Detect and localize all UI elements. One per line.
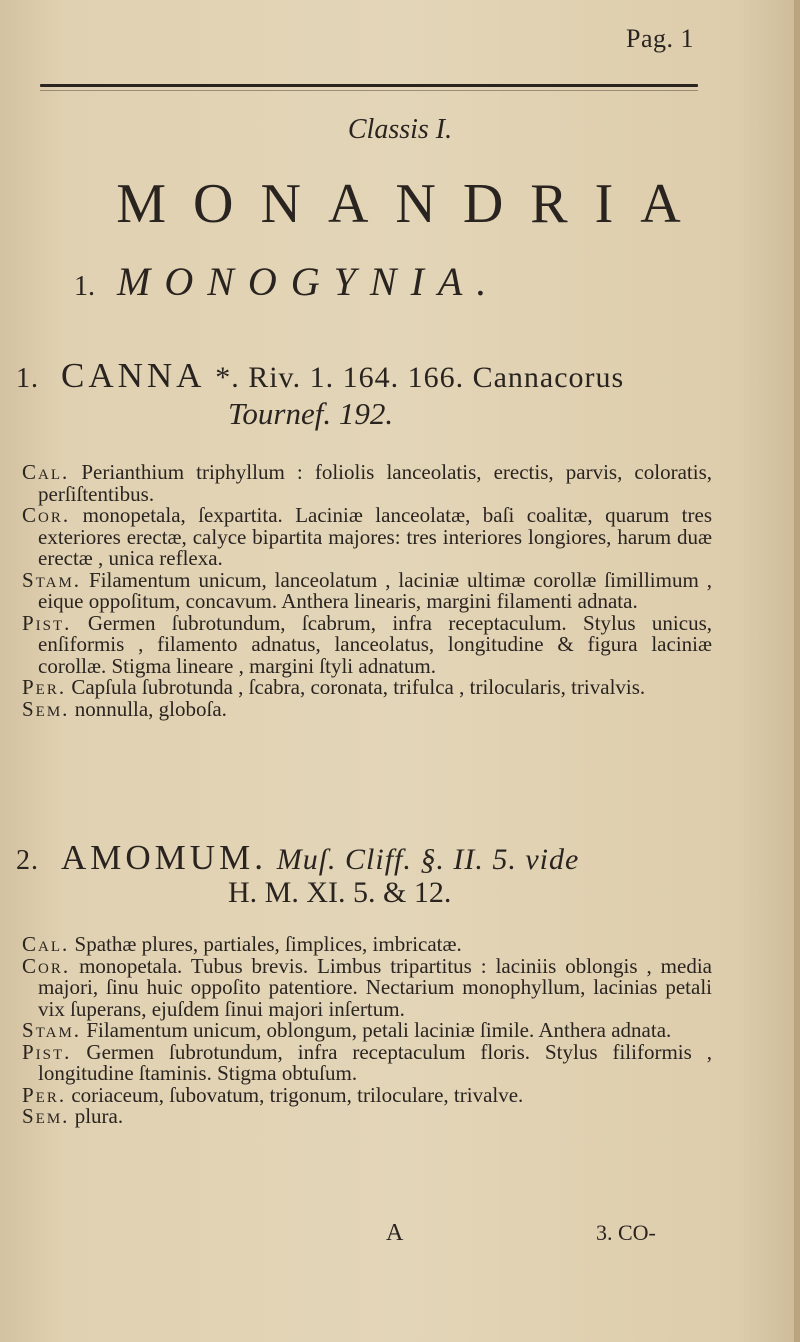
section-label: Sem. bbox=[22, 1104, 70, 1128]
order-number: 1. bbox=[74, 271, 95, 302]
genus-description bbox=[22, 934, 712, 1128]
section-label: Stam. bbox=[22, 1018, 82, 1042]
description-paragraph bbox=[22, 934, 712, 956]
description-paragraph bbox=[22, 677, 712, 699]
section-text: Filamentum unicum, lanceolatum , laciniæ ultimæ corollæ ſimillimum , eique oppoſitum, concavum. Anthera linearis, margini filamenti adnata. bbox=[38, 567, 712, 613]
section-text: Filamentum unicum, oblongum, petali laciniæ ſimile. Anthera adnata. bbox=[86, 1018, 672, 1042]
section-text: Germen ſubrotundum, infra receptaculum floris. Stylus filiformis , longitudine ſtaminis. Stigma obtuſum. bbox=[38, 1039, 713, 1085]
section-text: Perianthium triphyllum : foliolis lanceolatis, erectis, parvis, coloratis, perſiſtentibus. bbox=[38, 460, 712, 506]
section-label: Cal. bbox=[22, 932, 70, 956]
genus-reference-2: H. M. XI. 5. & 12. bbox=[228, 876, 452, 909]
description-paragraph bbox=[22, 610, 713, 678]
catchword: 3. CO- bbox=[596, 1220, 656, 1245]
section-text: nonnulla, globoſa. bbox=[74, 696, 227, 721]
section-label: Pist. bbox=[22, 610, 72, 635]
section-label: Cor. bbox=[22, 953, 71, 978]
header-rule-thin bbox=[40, 90, 698, 91]
genus-number: 1. bbox=[16, 363, 39, 394]
section-text: monopetala, ſexpartita. Laciniæ lanceolatæ, baſi coalitæ, quarum tres exteriores erectæ, calyce bipartita majores: tres interiores longiores, harum duæ erectæ , unica reflexa. bbox=[38, 503, 713, 570]
signature-mark: A bbox=[386, 1220, 404, 1246]
description-paragraph bbox=[22, 1039, 713, 1085]
description-paragraph bbox=[22, 505, 712, 570]
description-paragraph bbox=[22, 567, 712, 613]
section-text: Spathæ plures, partiales, ſimplices, imbricatæ. bbox=[74, 932, 462, 956]
description-paragraph bbox=[22, 696, 712, 721]
section-label: Stam. bbox=[22, 567, 82, 592]
description-paragraph bbox=[22, 1106, 712, 1128]
genus-reference-2: Tournef. 192. bbox=[228, 396, 394, 431]
section-label: Pist. bbox=[22, 1039, 72, 1064]
order-title: MONOGYNIA. bbox=[117, 259, 501, 304]
section-label: Per. bbox=[22, 1082, 67, 1107]
section-label: Per. bbox=[22, 675, 67, 699]
description-paragraph bbox=[22, 462, 712, 505]
class-heading: Classis I. bbox=[347, 114, 453, 145]
genus-name: CANNA bbox=[61, 356, 206, 395]
description-paragraph bbox=[22, 1082, 712, 1107]
genus-number: 2. bbox=[16, 845, 39, 876]
class-title: MONANDRIA bbox=[116, 173, 708, 235]
section-text: Germen ſubrotundum, ſcabrum, infra receptaculum. Stylus unicus, enſiformis , filamento adnatus, lanceolatus, longitudine & figura laciniæ corollæ. Stigma lineare , margini ſtyli adnatum. bbox=[38, 610, 713, 678]
section-label: Sem. bbox=[22, 696, 70, 721]
genus-reference: *. Riv. 1. 164. 166. Cannacorus bbox=[215, 361, 625, 394]
order-heading bbox=[74, 258, 500, 305]
genus-heading bbox=[16, 356, 624, 396]
genus-reference: Muſ. Cliff. §. II. 5. vide bbox=[276, 843, 580, 876]
section-text: coriaceum, ſubovatum, trigonum, triloculare, trivalve. bbox=[71, 1082, 524, 1107]
page-number: Pag. 1 bbox=[626, 24, 694, 53]
section-label: Cor. bbox=[22, 503, 71, 527]
genus-heading bbox=[16, 838, 579, 878]
section-text: monopetala. Tubus brevis. Limbus tripartitus : laciniis oblongis , media majori, ſinu huic oppoſito patentiore. Nectarium monophyllum, lacinias petali vix ſuperans, ejuſdem ſinui majori inſertum. bbox=[38, 953, 712, 1021]
section-text: plura. bbox=[74, 1104, 124, 1128]
genus-name: AMOMUM. bbox=[61, 838, 267, 877]
header-rule bbox=[40, 84, 698, 87]
description-paragraph bbox=[22, 953, 712, 1021]
section-text: Capſula ſubrotunda , ſcabra, coronata, trifulca , trilocularis, trivalvis. bbox=[71, 675, 646, 699]
description-paragraph bbox=[22, 1020, 712, 1042]
genus-description bbox=[22, 462, 712, 720]
section-label: Cal. bbox=[22, 460, 70, 484]
